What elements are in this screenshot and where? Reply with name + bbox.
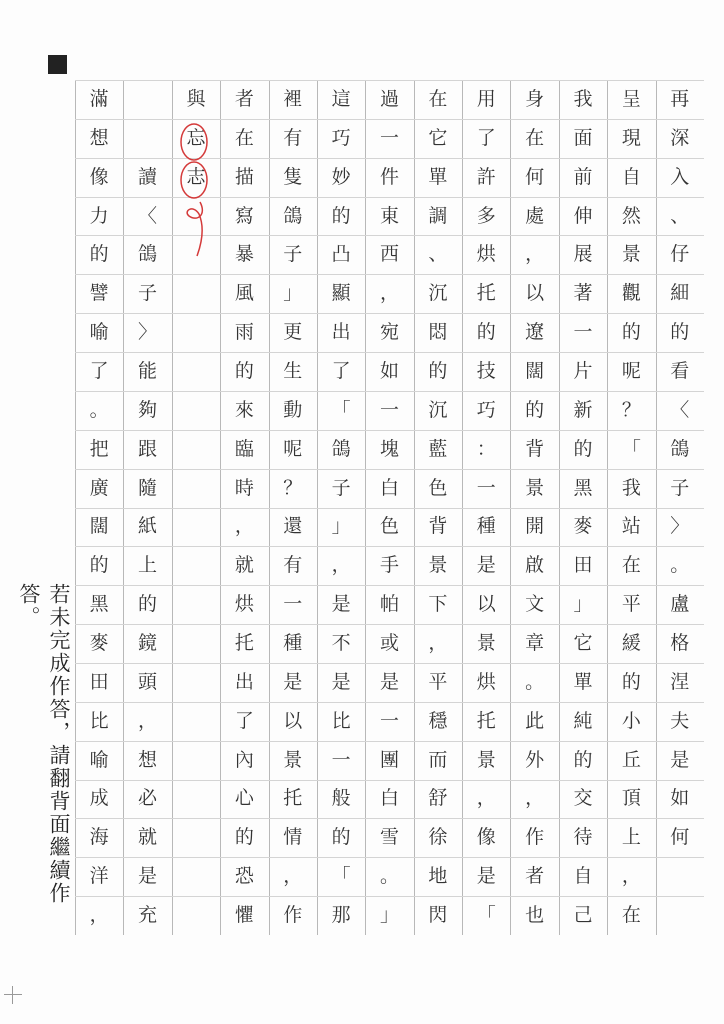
char-cell: 鴿 bbox=[138, 243, 158, 266]
char-cell: 就 bbox=[234, 554, 254, 577]
char-cell: 的 bbox=[573, 748, 593, 771]
char-cell: 一 bbox=[573, 321, 593, 344]
char-cell: 是 bbox=[379, 670, 399, 693]
char-cell: 東 bbox=[379, 204, 399, 227]
char-cell: 展 bbox=[573, 243, 593, 266]
char-cell: 格 bbox=[670, 631, 690, 654]
char-cell: ？ bbox=[283, 476, 303, 499]
char-cell: 來 bbox=[234, 398, 254, 421]
char-cell: 情 bbox=[283, 826, 303, 849]
char-cell: 。 bbox=[89, 398, 109, 421]
char-cell: 麥 bbox=[573, 515, 593, 538]
char-cell: ， bbox=[379, 282, 399, 305]
char-cell: 。 bbox=[525, 670, 545, 693]
char-cell: 想 bbox=[138, 748, 158, 771]
char-cell: 了 bbox=[234, 709, 254, 732]
char-cell bbox=[123, 80, 171, 119]
char-cell: 生 bbox=[283, 359, 303, 382]
char-cell: 自 bbox=[573, 865, 593, 888]
char-cell: 」 bbox=[379, 903, 399, 926]
char-cell: 仔 bbox=[670, 243, 690, 266]
char-cell: 一 bbox=[283, 593, 303, 616]
char-cell: 〉 bbox=[670, 515, 690, 538]
char-cell: 的 bbox=[331, 826, 351, 849]
char-cell: 的 bbox=[89, 243, 109, 266]
char-cell: 讀 bbox=[138, 165, 158, 188]
char-cell: 夠 bbox=[138, 398, 158, 421]
char-cell: 雪 bbox=[379, 826, 399, 849]
char-cell: 闊 bbox=[89, 515, 109, 538]
char-cell: 藍 bbox=[428, 437, 448, 460]
char-cell: 宛 bbox=[379, 321, 399, 344]
char-cell: 悶 bbox=[428, 321, 448, 344]
char-cell: 描 bbox=[234, 165, 254, 188]
char-cell: 穩 bbox=[428, 709, 448, 732]
char-cell: 鴿 bbox=[670, 437, 690, 460]
char-cell: 徐 bbox=[428, 826, 448, 849]
char-cell: 與 bbox=[186, 87, 206, 110]
char-cell: 待 bbox=[573, 826, 593, 849]
char-cell: 平 bbox=[621, 593, 641, 616]
char-cell: 處 bbox=[525, 204, 545, 227]
char-cell: ， bbox=[283, 865, 303, 888]
char-cell: 是 bbox=[283, 670, 303, 693]
char-cell: ： bbox=[476, 437, 496, 460]
text-column bbox=[559, 80, 607, 935]
char-cell: 如 bbox=[670, 787, 690, 810]
char-cell: 還 bbox=[283, 515, 303, 538]
char-cell: 托 bbox=[283, 787, 303, 810]
text-column bbox=[414, 80, 462, 935]
char-cell: 心 bbox=[234, 787, 254, 810]
char-cell: 寫 bbox=[234, 204, 254, 227]
char-cell: 在 bbox=[621, 903, 641, 926]
text-column bbox=[607, 80, 655, 935]
char-cell: 比 bbox=[89, 709, 109, 732]
char-cell: 、 bbox=[428, 243, 448, 266]
char-cell: 的 bbox=[621, 670, 641, 693]
char-cell: ， bbox=[525, 787, 545, 810]
char-cell: 的 bbox=[428, 359, 448, 382]
char-cell: 在 bbox=[525, 126, 545, 149]
char-cell: 巧 bbox=[331, 126, 351, 149]
instruction-note: 若未完成作答，請翻背面繼續作答。 bbox=[17, 583, 71, 905]
char-cell: 」 bbox=[331, 515, 351, 538]
char-cell: 是 bbox=[138, 865, 158, 888]
char-cell: 田 bbox=[573, 554, 593, 577]
char-cell: 過 bbox=[379, 87, 399, 110]
registration-mark bbox=[48, 55, 67, 74]
char-cell: 者 bbox=[525, 865, 545, 888]
char-cell: 然 bbox=[621, 204, 641, 227]
text-column bbox=[656, 80, 704, 935]
char-cell: 一 bbox=[379, 709, 399, 732]
char-cell: 出 bbox=[234, 670, 254, 693]
char-cell: 一 bbox=[379, 398, 399, 421]
char-cell: 喻 bbox=[89, 321, 109, 344]
char-cell: 呈 bbox=[621, 87, 641, 110]
char-cell: ， bbox=[621, 865, 641, 888]
char-cell: 白 bbox=[379, 787, 399, 810]
char-cell: 著 bbox=[573, 282, 593, 305]
char-cell: 洋 bbox=[89, 865, 109, 888]
char-cell: 何 bbox=[670, 826, 690, 849]
char-cell: 是 bbox=[331, 593, 351, 616]
char-cell: 伸 bbox=[573, 204, 593, 227]
char-cell: 單 bbox=[428, 165, 448, 188]
char-cell: 種 bbox=[476, 515, 496, 538]
char-cell: 平 bbox=[428, 670, 448, 693]
char-cell: 景 bbox=[476, 748, 496, 771]
char-cell: ， bbox=[428, 631, 448, 654]
char-cell: 。 bbox=[379, 865, 399, 888]
char-cell: 闊 bbox=[525, 359, 545, 382]
char-cell: 比 bbox=[331, 709, 351, 732]
char-cell: 子 bbox=[283, 243, 303, 266]
char-cell: 背 bbox=[525, 437, 545, 460]
char-cell: 是 bbox=[476, 865, 496, 888]
char-cell: 我 bbox=[573, 87, 593, 110]
manuscript-sheet bbox=[75, 80, 704, 935]
char-cell: 雨 bbox=[234, 321, 254, 344]
char-cell: 了 bbox=[331, 359, 351, 382]
char-cell: 啟 bbox=[525, 554, 545, 577]
char-cell: 入 bbox=[670, 165, 690, 188]
char-cell: 景 bbox=[283, 748, 303, 771]
char-cell: 色 bbox=[379, 515, 399, 538]
char-cell: 像 bbox=[89, 165, 109, 188]
char-cell: 塊 bbox=[379, 437, 399, 460]
char-cell: 一 bbox=[331, 748, 351, 771]
char-cell: 外 bbox=[525, 748, 545, 771]
char-cell: 如 bbox=[379, 359, 399, 382]
char-cell: 的 bbox=[670, 321, 690, 344]
char-cell: 是 bbox=[476, 554, 496, 577]
char-cell: 舒 bbox=[428, 787, 448, 810]
text-column bbox=[75, 80, 123, 935]
char-cell: 小 bbox=[621, 709, 641, 732]
char-cell: 鴿 bbox=[283, 204, 303, 227]
char-cell: 把 bbox=[89, 437, 109, 460]
char-cell: 片 bbox=[573, 359, 593, 382]
char-cell: 暴 bbox=[234, 243, 254, 266]
char-cell: 地 bbox=[428, 865, 448, 888]
char-cell: 前 bbox=[573, 165, 593, 188]
char-cell: 己 bbox=[573, 903, 593, 926]
char-cell: 恐 bbox=[234, 865, 254, 888]
char-cell: 有 bbox=[283, 126, 303, 149]
char-cell: 何 bbox=[525, 165, 545, 188]
char-cell: 子 bbox=[331, 476, 351, 499]
char-cell: 文 bbox=[525, 593, 545, 616]
char-cell: 鴿 bbox=[331, 437, 351, 460]
char-cell: 在 bbox=[621, 554, 641, 577]
char-cell: ， bbox=[525, 243, 545, 266]
text-column bbox=[510, 80, 558, 935]
char-cell: 面 bbox=[573, 126, 593, 149]
char-cell: 細 bbox=[670, 282, 690, 305]
char-cell: ， bbox=[331, 554, 351, 577]
char-cell: 單 bbox=[573, 670, 593, 693]
char-cell: 沉 bbox=[428, 398, 448, 421]
char-cell: 〉 bbox=[138, 321, 158, 344]
char-cell: 它 bbox=[573, 631, 593, 654]
char-cell: 新 bbox=[573, 398, 593, 421]
char-cell: 想 bbox=[89, 126, 109, 149]
char-cell: 力 bbox=[89, 204, 109, 227]
char-cell: 以 bbox=[525, 282, 545, 305]
char-cell: 作 bbox=[525, 826, 545, 849]
char-cell: 像 bbox=[476, 826, 496, 849]
char-cell: 景 bbox=[428, 554, 448, 577]
char-cell: 譬 bbox=[89, 282, 109, 305]
char-cell: 身 bbox=[525, 87, 545, 110]
char-cell: 緩 bbox=[621, 631, 641, 654]
char-cell: 更 bbox=[283, 321, 303, 344]
char-cell: 子 bbox=[670, 476, 690, 499]
char-cell: 內 bbox=[234, 748, 254, 771]
char-cell: 站 bbox=[621, 515, 641, 538]
char-cell: 妙 bbox=[331, 165, 351, 188]
char-cell: 以 bbox=[476, 593, 496, 616]
char-cell: 帕 bbox=[379, 593, 399, 616]
char-cell: 了 bbox=[89, 359, 109, 382]
char-cell: 黑 bbox=[89, 593, 109, 616]
char-cell: 了 bbox=[476, 126, 496, 149]
char-cell: 調 bbox=[428, 204, 448, 227]
char-cell: 西 bbox=[379, 243, 399, 266]
char-cell: 海 bbox=[89, 826, 109, 849]
char-cell: 。 bbox=[670, 554, 690, 577]
char-cell: 的 bbox=[476, 321, 496, 344]
char-cell: 種 bbox=[283, 631, 303, 654]
char-cell: 就 bbox=[138, 826, 158, 849]
char-cell: 」 bbox=[283, 282, 303, 305]
char-cell: 動 bbox=[283, 398, 303, 421]
char-cell: 「 bbox=[476, 903, 496, 926]
char-cell: 盧 bbox=[670, 593, 690, 616]
char-cell: 是 bbox=[331, 670, 351, 693]
char-cell: 一 bbox=[379, 126, 399, 149]
char-cell: 呢 bbox=[283, 437, 303, 460]
char-cell: 滿 bbox=[89, 87, 109, 110]
char-cell: 臨 bbox=[234, 437, 254, 460]
char-cell: 閃 bbox=[428, 903, 448, 926]
char-cell: 風 bbox=[234, 282, 254, 305]
char-cell: 忘 bbox=[186, 126, 206, 149]
char-cell: 丘 bbox=[621, 748, 641, 771]
char-cell: 背 bbox=[428, 515, 448, 538]
char-cell: 裡 bbox=[283, 87, 303, 110]
char-cell: 的 bbox=[573, 437, 593, 460]
char-cell: 烘 bbox=[476, 243, 496, 266]
char-cell: 再 bbox=[670, 87, 690, 110]
char-cell: 般 bbox=[331, 787, 351, 810]
char-cell: 托 bbox=[476, 709, 496, 732]
char-cell bbox=[123, 119, 171, 158]
char-cell: 能 bbox=[138, 359, 158, 382]
char-cell: 白 bbox=[379, 476, 399, 499]
char-cell: 托 bbox=[234, 631, 254, 654]
char-cell: 涅 bbox=[670, 670, 690, 693]
char-cell: 麥 bbox=[89, 631, 109, 654]
char-cell: 有 bbox=[283, 554, 303, 577]
char-cell: 團 bbox=[379, 748, 399, 771]
char-cell: 是 bbox=[670, 748, 690, 771]
char-cell: 托 bbox=[476, 282, 496, 305]
char-cell: 它 bbox=[428, 126, 448, 149]
char-cell: 者 bbox=[234, 87, 254, 110]
char-cell: 沉 bbox=[428, 282, 448, 305]
char-cell: 章 bbox=[525, 631, 545, 654]
char-cell: 純 bbox=[573, 709, 593, 732]
char-cell: 〈 bbox=[138, 204, 158, 227]
char-cell: ， bbox=[476, 787, 496, 810]
char-cell: 不 bbox=[331, 631, 351, 654]
char-cell: 件 bbox=[379, 165, 399, 188]
char-cell: 隻 bbox=[283, 165, 303, 188]
char-cell: 必 bbox=[138, 787, 158, 810]
char-cell: 的 bbox=[89, 554, 109, 577]
char-cell: 這 bbox=[331, 87, 351, 110]
char-cell: 的 bbox=[138, 593, 158, 616]
char-cell: 懼 bbox=[234, 903, 254, 926]
char-cell: 的 bbox=[621, 321, 641, 344]
char-cell: 鏡 bbox=[138, 631, 158, 654]
char-cell: 呢 bbox=[621, 359, 641, 382]
char-cell: 田 bbox=[89, 670, 109, 693]
char-cell: 下 bbox=[428, 593, 448, 616]
char-cell: 凸 bbox=[331, 243, 351, 266]
char-cell: 頭 bbox=[138, 670, 158, 693]
char-cell: 此 bbox=[525, 709, 545, 732]
text-column bbox=[269, 80, 317, 935]
char-cell: 的 bbox=[234, 359, 254, 382]
char-cell: ， bbox=[89, 903, 109, 926]
char-cell: 觀 bbox=[621, 282, 641, 305]
text-column bbox=[462, 80, 510, 935]
char-cell: 也 bbox=[525, 903, 545, 926]
char-cell: 景 bbox=[525, 476, 545, 499]
char-cell: 、 bbox=[670, 204, 690, 227]
char-cell: 交 bbox=[573, 787, 593, 810]
char-cell: 的 bbox=[234, 826, 254, 849]
text-column bbox=[220, 80, 268, 935]
char-cell: 在 bbox=[234, 126, 254, 149]
char-cell: 〈 bbox=[670, 398, 690, 421]
char-cell: 景 bbox=[621, 243, 641, 266]
char-cell: 顯 bbox=[331, 282, 351, 305]
char-cell: 上 bbox=[621, 826, 641, 849]
char-cell: 子 bbox=[138, 282, 158, 305]
char-cell: ， bbox=[234, 515, 254, 538]
char-cell: ？ bbox=[621, 398, 641, 421]
char-cell: 夫 bbox=[670, 709, 690, 732]
char-cell: 「 bbox=[331, 865, 351, 888]
text-column bbox=[365, 80, 413, 935]
char-cell: 」 bbox=[573, 593, 593, 616]
text-column bbox=[172, 80, 220, 935]
char-cell: 「 bbox=[331, 398, 351, 421]
char-cell: 志 bbox=[186, 165, 206, 188]
char-cell: 現 bbox=[621, 126, 641, 149]
char-cell: 上 bbox=[138, 554, 158, 577]
char-cell: 跟 bbox=[138, 437, 158, 460]
char-cell: 紙 bbox=[138, 515, 158, 538]
char-cell: 技 bbox=[476, 359, 496, 382]
char-cell: 巧 bbox=[476, 398, 496, 421]
crosshair-mark bbox=[4, 986, 22, 1004]
char-cell: 頂 bbox=[621, 787, 641, 810]
char-cell: 充 bbox=[138, 903, 158, 926]
char-cell: 一 bbox=[476, 476, 496, 499]
char-cell: 多 bbox=[476, 204, 496, 227]
char-cell: 以 bbox=[283, 709, 303, 732]
char-cell: 的 bbox=[331, 204, 351, 227]
char-cell: 出 bbox=[331, 321, 351, 344]
char-cell: 烘 bbox=[476, 670, 496, 693]
char-cell: 時 bbox=[234, 476, 254, 499]
char-cell: 遼 bbox=[525, 321, 545, 344]
char-cell: 色 bbox=[428, 476, 448, 499]
text-column bbox=[123, 80, 171, 935]
char-cell: 深 bbox=[670, 126, 690, 149]
char-cell: 自 bbox=[621, 165, 641, 188]
char-cell: 隨 bbox=[138, 476, 158, 499]
char-cell: 景 bbox=[476, 631, 496, 654]
char-cell: 用 bbox=[476, 87, 496, 110]
char-cell: 的 bbox=[525, 398, 545, 421]
char-cell: 喻 bbox=[89, 748, 109, 771]
char-cell: 烘 bbox=[234, 593, 254, 616]
char-cell: 在 bbox=[428, 87, 448, 110]
char-cell: 而 bbox=[428, 748, 448, 771]
char-cell: 手 bbox=[379, 554, 399, 577]
char-cell: 開 bbox=[525, 515, 545, 538]
char-cell: 那 bbox=[331, 903, 351, 926]
char-cell: ， bbox=[138, 709, 158, 732]
char-cell: 我 bbox=[621, 476, 641, 499]
char-cell: 「 bbox=[621, 437, 641, 460]
char-cell: 成 bbox=[89, 787, 109, 810]
text-column bbox=[317, 80, 365, 935]
char-cell: 或 bbox=[379, 631, 399, 654]
char-cell: 廣 bbox=[89, 476, 109, 499]
char-cell: 看 bbox=[670, 359, 690, 382]
char-cell: 作 bbox=[283, 903, 303, 926]
char-cell: 黑 bbox=[573, 476, 593, 499]
char-cell: 許 bbox=[476, 165, 496, 188]
